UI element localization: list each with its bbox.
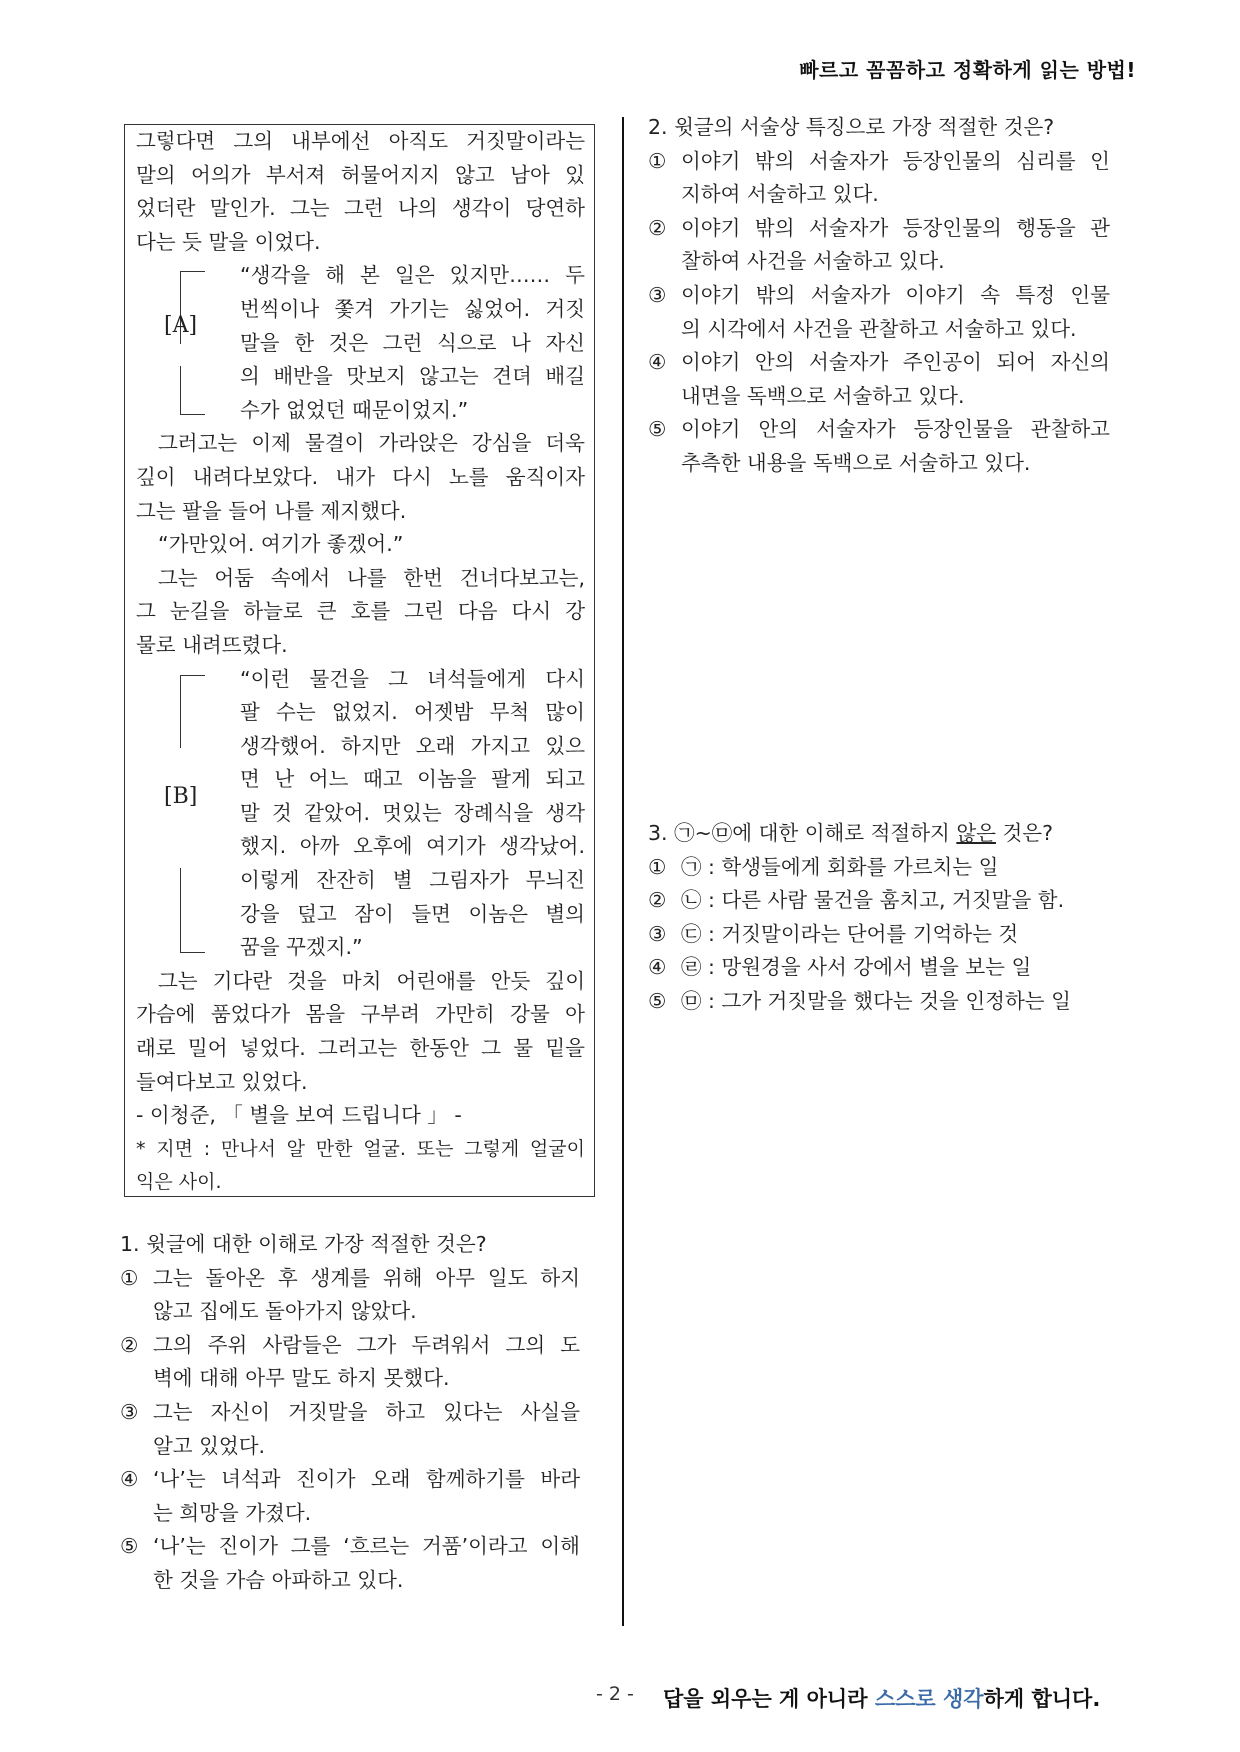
title-underlined: 않은 bbox=[956, 821, 996, 845]
answer-option[interactable] bbox=[648, 279, 1110, 346]
option-text: 내면을 독백으로 서술하고 있다. bbox=[681, 383, 965, 408]
text-line: 그는 팔을 들어 나를 제지했다. bbox=[136, 498, 407, 523]
text-line: 번씩이나 쫓겨 가기는 싫었어. 거짓 bbox=[240, 296, 585, 321]
text-line: 그렇다면 그의 내부에선 아직도 거짓말이라는 bbox=[136, 129, 585, 153]
text-line: 그러고는 이제 물결이 가라앉은 강심을 더욱 bbox=[158, 431, 585, 456]
text-line: 깊이 내려다보았다. 내가 다시 노를 움직이자 bbox=[136, 464, 585, 489]
question-1 bbox=[120, 1228, 580, 1598]
text-line: 다는 듯 말을 이었다. bbox=[136, 229, 321, 254]
question-title: 2. 윗글의 서술상 특징으로 가장 적절한 것은? bbox=[648, 115, 1055, 139]
text-line: * 지면 : 만나서 알 만한 얼굴. 또는 그렇게 얼굴이 bbox=[136, 1137, 585, 1160]
option-text: 이야기 밖의 서술자가 등장인물의 심리를 인 bbox=[681, 148, 1110, 173]
answer-option[interactable] bbox=[648, 951, 1128, 985]
option-text: 그는 자신이 거짓말을 하고 있다는 사실을 bbox=[153, 1399, 580, 1424]
option-number: ② bbox=[120, 1332, 139, 1357]
slogan-accent: 스스로 생각 bbox=[874, 1687, 984, 1711]
option-text: ㉡ : 다른 사람 물건을 훔치고, 거짓말을 함. bbox=[681, 888, 1065, 913]
text-line: 말 것 같았어. 멋있는 장례식을 생각 bbox=[240, 800, 585, 825]
option-number: ① bbox=[120, 1265, 139, 1290]
option-text: ㉤ : 그가 거짓말을 했다는 것을 인정하는 일 bbox=[681, 988, 1071, 1013]
question-title: 1. 윗글에 대한 이해로 가장 적절한 것은? bbox=[120, 1232, 487, 1256]
option-text: 는 희망을 가졌다. bbox=[153, 1500, 312, 1525]
answer-option[interactable] bbox=[120, 1329, 580, 1396]
question-3 bbox=[648, 817, 1128, 1019]
paragraph bbox=[136, 427, 585, 528]
text-line: 했지. 아까 오후에 여기가 생각났어. bbox=[240, 834, 585, 859]
block-b-label: [B] bbox=[164, 783, 198, 809]
slogan-text: 답을 외우는 게 아니라 bbox=[663, 1687, 875, 1711]
option-number: ③ bbox=[120, 1399, 139, 1424]
option-text: 이야기 밖의 서술자가 이야기 속 특정 인물 bbox=[681, 282, 1110, 307]
block-a-text bbox=[240, 259, 585, 427]
option-text: 이야기 안의 서술자가 등장인물을 관찰하고 bbox=[681, 417, 1110, 442]
text-line: 수가 없었던 때문이었지.” bbox=[240, 397, 469, 422]
answer-option[interactable] bbox=[648, 346, 1110, 413]
text-line: 의 배반을 맛보지 않고는 견뎌 배길 bbox=[240, 364, 585, 389]
answer-option[interactable] bbox=[120, 1396, 580, 1463]
block-a-label: [A] bbox=[164, 313, 198, 339]
text-line: 팔 수는 없었지. 어젯밤 무척 많이 bbox=[240, 700, 585, 725]
source-citation: - 이청준, 「 별을 보여 드립니다 」 - bbox=[136, 1103, 462, 1128]
text-line: 그는 기다란 것을 마치 어린애를 안듯 깊이 bbox=[158, 968, 585, 993]
text-line: 래로 밀어 넣었다. 그러고는 한동안 그 물 밑을 bbox=[136, 1036, 585, 1061]
column-divider bbox=[622, 117, 624, 1626]
text-line: 말을 한 것은 그런 식으로 나 자신 bbox=[240, 330, 585, 355]
answer-option[interactable] bbox=[648, 413, 1110, 480]
bracket-top bbox=[180, 675, 205, 748]
text-line: 강을 덮고 잠이 들면 이놈은 별의 bbox=[240, 901, 585, 926]
paragraph bbox=[136, 125, 585, 259]
text-line: “이런 물건을 그 녀석들에게 다시 bbox=[240, 666, 585, 691]
option-text: ㉣ : 망원경을 사서 강에서 별을 보는 일 bbox=[681, 955, 1032, 980]
text-line: 꿈을 꾸겠지.” bbox=[240, 935, 363, 960]
slogan-text: 하게 합니다. bbox=[983, 1687, 1101, 1711]
option-text: 이야기 안의 서술자가 주인공이 되어 자신의 bbox=[681, 350, 1110, 375]
answer-option[interactable] bbox=[120, 1262, 580, 1329]
option-text: ‘나’는 녀석과 진이가 오래 함께하기를 바라 bbox=[153, 1467, 580, 1492]
answer-option[interactable] bbox=[648, 918, 1128, 952]
title-text: 3. ㉠~㉤에 대한 이해로 적절하지 bbox=[648, 821, 957, 845]
text-line: 가슴에 품었다가 몸을 구부려 가만히 강물 아 bbox=[136, 1002, 585, 1027]
answer-option[interactable] bbox=[120, 1530, 580, 1597]
option-number: ⑤ bbox=[648, 988, 667, 1013]
page-number: - 2 - bbox=[596, 1683, 634, 1705]
option-text: ㉢ : 거짓말이라는 단어를 기억하는 것 bbox=[681, 921, 1019, 946]
text-line: “생각을 해 본 일은 있지만…… 두 bbox=[240, 263, 585, 288]
answer-option[interactable] bbox=[120, 1463, 580, 1530]
option-number: ① bbox=[648, 148, 667, 173]
option-text: 한 것을 가슴 아파하고 있다. bbox=[153, 1567, 404, 1592]
option-number: ⑤ bbox=[120, 1534, 139, 1559]
footer-slogan bbox=[663, 1683, 1100, 1713]
option-text: 찰하여 사건을 서술하고 있다. bbox=[681, 249, 945, 274]
answer-option[interactable] bbox=[648, 985, 1128, 1019]
text-line: 익은 사이. bbox=[136, 1171, 222, 1194]
text-line: 이렇게 잔잔히 별 그림자가 무늬진 bbox=[240, 868, 585, 893]
option-text: 추측한 내용을 독백으로 서술하고 있다. bbox=[681, 450, 1031, 475]
text-line: 말의 어의가 부서져 허물어지지 않고 남아 있 bbox=[136, 162, 585, 187]
paragraph bbox=[136, 562, 585, 663]
text-line: 그는 어둠 속에서 나를 한번 건너다보고는, bbox=[158, 565, 585, 590]
answer-option[interactable] bbox=[648, 145, 1110, 212]
text-line: 었더란 말인가. 그는 그런 나의 생각이 당연하 bbox=[136, 196, 585, 221]
footnote bbox=[136, 1133, 585, 1200]
question-title bbox=[648, 817, 1128, 851]
option-number: ⑤ bbox=[648, 417, 667, 442]
option-number: ① bbox=[648, 854, 667, 879]
option-text: 지하여 서술하고 있다. bbox=[681, 182, 879, 207]
option-text: ㉠ : 학생들에게 회화를 가르치는 일 bbox=[681, 854, 999, 879]
option-number: ② bbox=[648, 215, 667, 240]
answer-option[interactable] bbox=[648, 884, 1128, 918]
paragraph bbox=[136, 965, 585, 1099]
passage-text bbox=[136, 125, 585, 1200]
option-number: ④ bbox=[120, 1467, 139, 1492]
option-text: 의 시각에서 사건을 관찰하고 서술하고 있다. bbox=[681, 316, 1077, 341]
bracket-bottom bbox=[180, 366, 205, 415]
text-line: 그 눈길을 하늘로 큰 호를 그린 다음 다시 강 bbox=[136, 599, 585, 624]
text-line: 들여다보고 있었다. bbox=[136, 1069, 308, 1094]
option-number: ④ bbox=[648, 350, 667, 375]
option-text: 그는 돌아온 후 생계를 위해 아무 일도 하지 bbox=[153, 1265, 580, 1290]
block-b-text bbox=[240, 663, 585, 965]
passage-box bbox=[124, 124, 595, 1197]
title-text: 것은? bbox=[995, 821, 1053, 845]
answer-option[interactable] bbox=[648, 851, 1128, 885]
text-line: “가만있어. 여기가 좋겠어.” bbox=[158, 532, 404, 557]
header-title: 빠르고 꼼꼼하고 정확하게 읽는 방법! bbox=[799, 58, 1136, 82]
option-text: ‘나’는 진이가 그를 ‘흐르는 거품’이라고 이해 bbox=[153, 1534, 580, 1559]
block-b bbox=[136, 663, 585, 965]
option-text: 벽에 대해 아무 말도 하지 못했다. bbox=[153, 1366, 450, 1391]
option-number: ② bbox=[648, 888, 667, 913]
block-a bbox=[136, 259, 585, 427]
option-number: ③ bbox=[648, 921, 667, 946]
answer-option[interactable] bbox=[648, 212, 1110, 279]
question-2 bbox=[648, 111, 1110, 481]
bracket-bottom bbox=[180, 868, 205, 953]
option-text: 알고 있었다. bbox=[153, 1433, 266, 1458]
option-text: 이야기 밖의 서술자가 등장인물의 행동을 관 bbox=[681, 215, 1110, 240]
paragraph bbox=[136, 528, 585, 562]
option-number: ③ bbox=[648, 282, 667, 307]
option-text: 그의 주위 사람들은 그가 두려워서 그의 도 bbox=[153, 1332, 580, 1357]
option-text: 않고 집에도 돌아가지 않았다. bbox=[153, 1299, 417, 1324]
text-line: 물로 내려뜨렸다. bbox=[136, 632, 288, 657]
text-line: 면 난 어느 때고 이놈을 팔게 되고 bbox=[240, 767, 585, 792]
text-line: 생각했어. 하지만 오래 가지고 있으 bbox=[240, 733, 585, 758]
option-number: ④ bbox=[648, 955, 667, 980]
